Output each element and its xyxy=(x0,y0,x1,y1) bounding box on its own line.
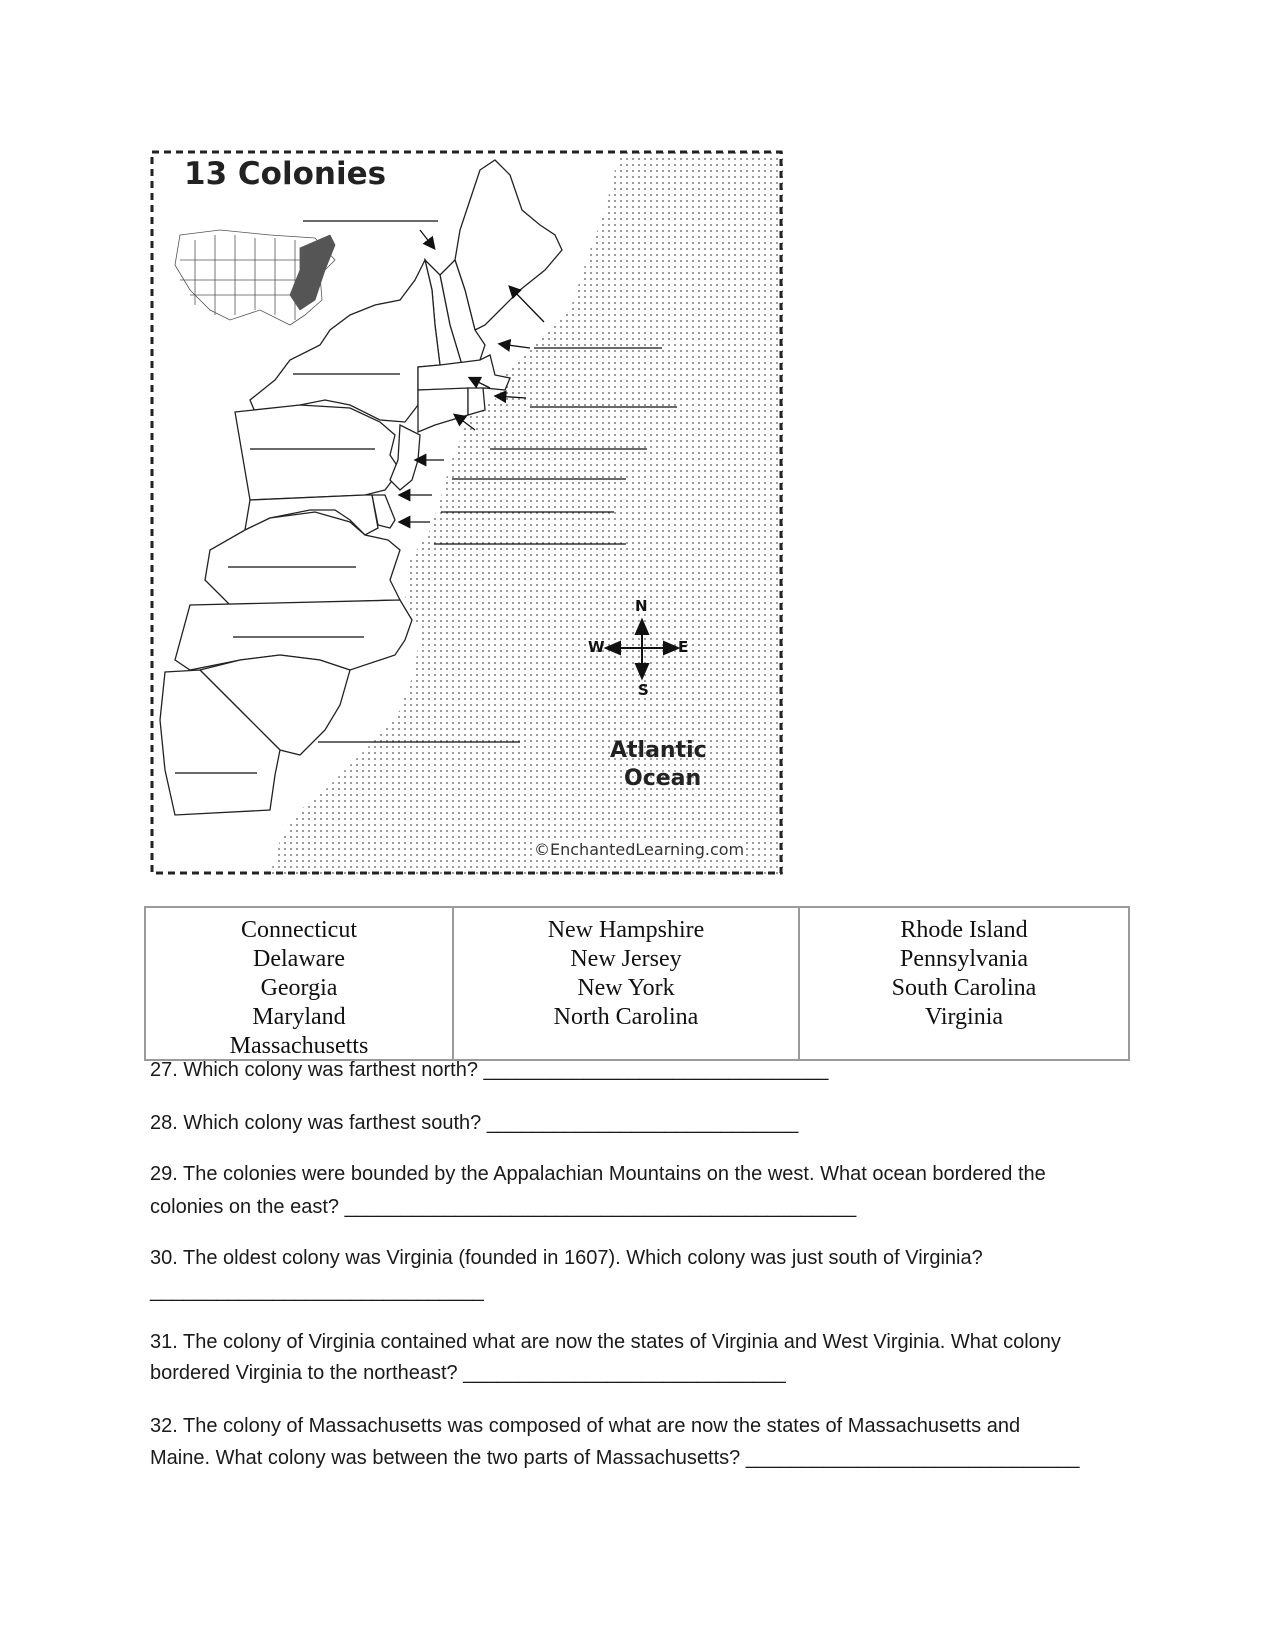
connecticut-shape xyxy=(418,388,468,432)
question-31-line1: 31. The colony of Virginia contained what are now the states of Virginia and West Virginia. What colony xyxy=(150,1331,1061,1353)
pennsylvania-shape xyxy=(235,405,400,500)
map-credit: ©EnchantedLearning.com xyxy=(534,840,745,859)
word-bank-item: Delaware xyxy=(253,946,345,972)
ocean-label-line1: Atlantic xyxy=(610,738,707,763)
question-31-line2: bordered Virginia to the northeast? _____________________________ xyxy=(150,1362,786,1384)
question-29-line2: colonies on the east? ______________________________________________ xyxy=(150,1196,857,1218)
usa-inset-map xyxy=(175,230,335,325)
word-bank-item: Pennsylvania xyxy=(900,946,1028,972)
maine-shape xyxy=(455,160,562,330)
question-30-line1: 30. The oldest colony was Virginia (founded in 1607). Which colony was just south of Virginia? xyxy=(150,1247,983,1269)
word-bank-item: Massachusetts xyxy=(229,1033,369,1059)
ocean-label-line2: Ocean xyxy=(624,766,702,791)
question-32-line1: 32. The colony of Massachusetts was composed of what are now the states of Massachusetts and xyxy=(150,1415,1021,1437)
compass-north-label: N xyxy=(635,597,648,615)
word-bank-column-1 xyxy=(146,908,454,1059)
colonies-map xyxy=(150,150,783,875)
word-bank-item: Connecticut xyxy=(241,917,357,943)
map-title: 13 Colonies xyxy=(184,156,387,192)
question-29-line1: 29. The colonies were bounded by the Appalachian Mountains on the west. What ocean bordered the xyxy=(150,1163,1046,1185)
word-bank-item: New Jersey xyxy=(570,946,682,972)
rhode-island-shape xyxy=(468,388,485,415)
word-bank-table xyxy=(144,906,1130,1061)
word-bank-item: Virginia xyxy=(924,1004,1004,1030)
question-30-line2: ______________________________ xyxy=(150,1280,484,1302)
question-28: 28. Which colony was farthest south? ____________________________ xyxy=(150,1112,799,1134)
word-bank-item: New York xyxy=(577,975,675,1001)
word-bank-item: South Carolina xyxy=(891,975,1037,1001)
word-bank-item: Maryland xyxy=(252,1004,346,1030)
word-bank-column-2 xyxy=(454,908,800,1059)
question-27: 27. Which colony was farthest north? _______________________________ xyxy=(150,1059,829,1081)
question-32-line2: Maine. What colony was between the two parts of Massachusetts? ______________________________ xyxy=(150,1447,1080,1469)
compass-south-label: S xyxy=(638,681,649,699)
word-bank-item: Georgia xyxy=(260,975,338,1001)
compass-west-label: W xyxy=(588,638,605,656)
compass-east-label: E xyxy=(678,638,689,656)
word-bank-item: North Carolina xyxy=(553,1004,699,1030)
word-bank-column-3 xyxy=(800,908,1128,1059)
word-bank-item: New Hampshire xyxy=(547,917,705,943)
word-bank-item: Rhode Island xyxy=(900,917,1028,943)
